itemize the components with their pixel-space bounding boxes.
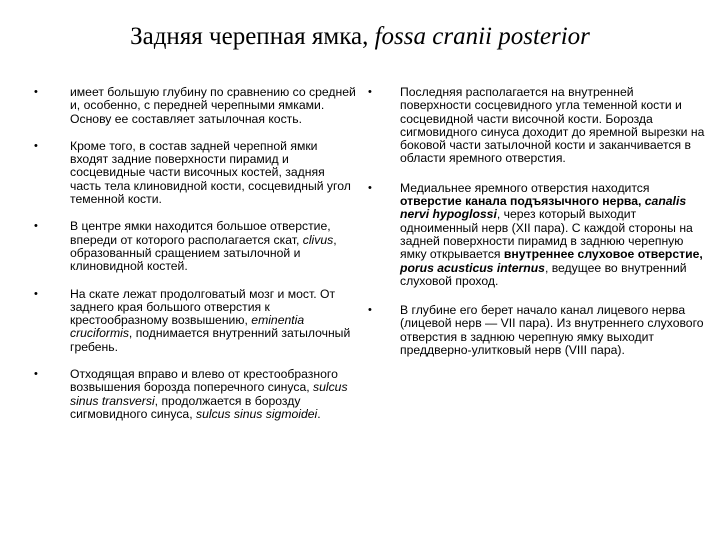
item-text: . [317,406,321,421]
item-text: , ведущее во внутренний слуховой проход. [400,260,687,288]
bullet-icon: • [34,139,38,152]
item-text: Медиальнее яремного отверстия находится [400,180,650,195]
title-latin: fossa cranii posterior [374,23,590,50]
left-column [28,86,358,421]
item-text: Последняя располагается на внутренней поверхности сосцевидного угла теменной кости и сосцевидной части височной кости. Борозда сигмовидного синуса доходит до яремной вырезки на боковой части затылочной кости и заканчивается в области яремного отверстия. [400,85,705,166]
list-item [366,304,706,357]
page-title [0,22,720,52]
latin-term: porus acusticus internus [400,260,545,275]
item-text: имеет большую глубину по сравнению со средней и, особенно, с передней черепными ямками. Основу ее составляет затылочная кость. [70,85,356,126]
list-item [28,288,358,354]
list-item [366,86,706,166]
item-text: На скате лежат продолговатый мозг и мост. От заднего края большого отверстия к крестообразному возвышению, [70,286,336,328]
bullet-icon: • [368,86,372,98]
list-item [28,368,358,421]
bullet-icon: • [34,287,38,300]
bullet-icon: • [34,86,38,98]
item-text: Кроме того, в состав задней черепной ямки входят задние поверхности пирамид и сосцевидные части височных костей, задняя часть тела клиновидной кости, сосцевидный угол теменной кости. [70,138,351,207]
latin-term: clivus [302,232,334,247]
item-text: , образованный сращением затылочной и клиновидной костей. [70,232,337,274]
list-item [28,86,358,126]
item-text: В глубине его берет начало канал лицевого нерва (лицевой нерв — VII пара). Из внутреннего слухового отверстия в заднюю черепную ямку выходит преддверно-улитковый нерв (VIII пара). [400,303,704,358]
latin-term: sulcus sinus sigmoidei [195,406,318,421]
item-text: Отходящая вправо и влево от крестообразного возвышения борозда поперечного синуса, [70,367,338,395]
bullet-icon: • [34,368,38,381]
right-column [366,86,706,357]
item-text: , продолжается в борозду сигмовидного синуса, [70,393,301,421]
item-text: В центре ямки находится большое отверстие, впереди от которого располагается скат, [70,219,331,247]
bullet-icon: • [34,220,38,233]
item-text: , поднимается внутренний затылочный гребень. [70,326,351,354]
list-item [28,140,358,206]
bullet-icon: • [368,181,372,194]
bullet-icon: • [368,304,372,317]
bold-term: внутреннее слуховое отверстие, [503,247,703,262]
title-main: Задняя черепная ямка, [130,23,375,50]
latin-term: eminentia cruciformis [70,313,305,341]
list-item [366,182,706,288]
bold-term: отверстие канала подъязычного нерва, [400,194,645,209]
latin-term: canalis nervi hypoglossi [400,194,687,222]
list-item [28,220,358,273]
item-text: , через который выходит одноименный нерв (XII пара). С каждой стороны на задней поверхности пирамид в заднюю черепную ямку открывается [400,207,693,262]
latin-term: sulcus sinus transversi [70,380,348,408]
